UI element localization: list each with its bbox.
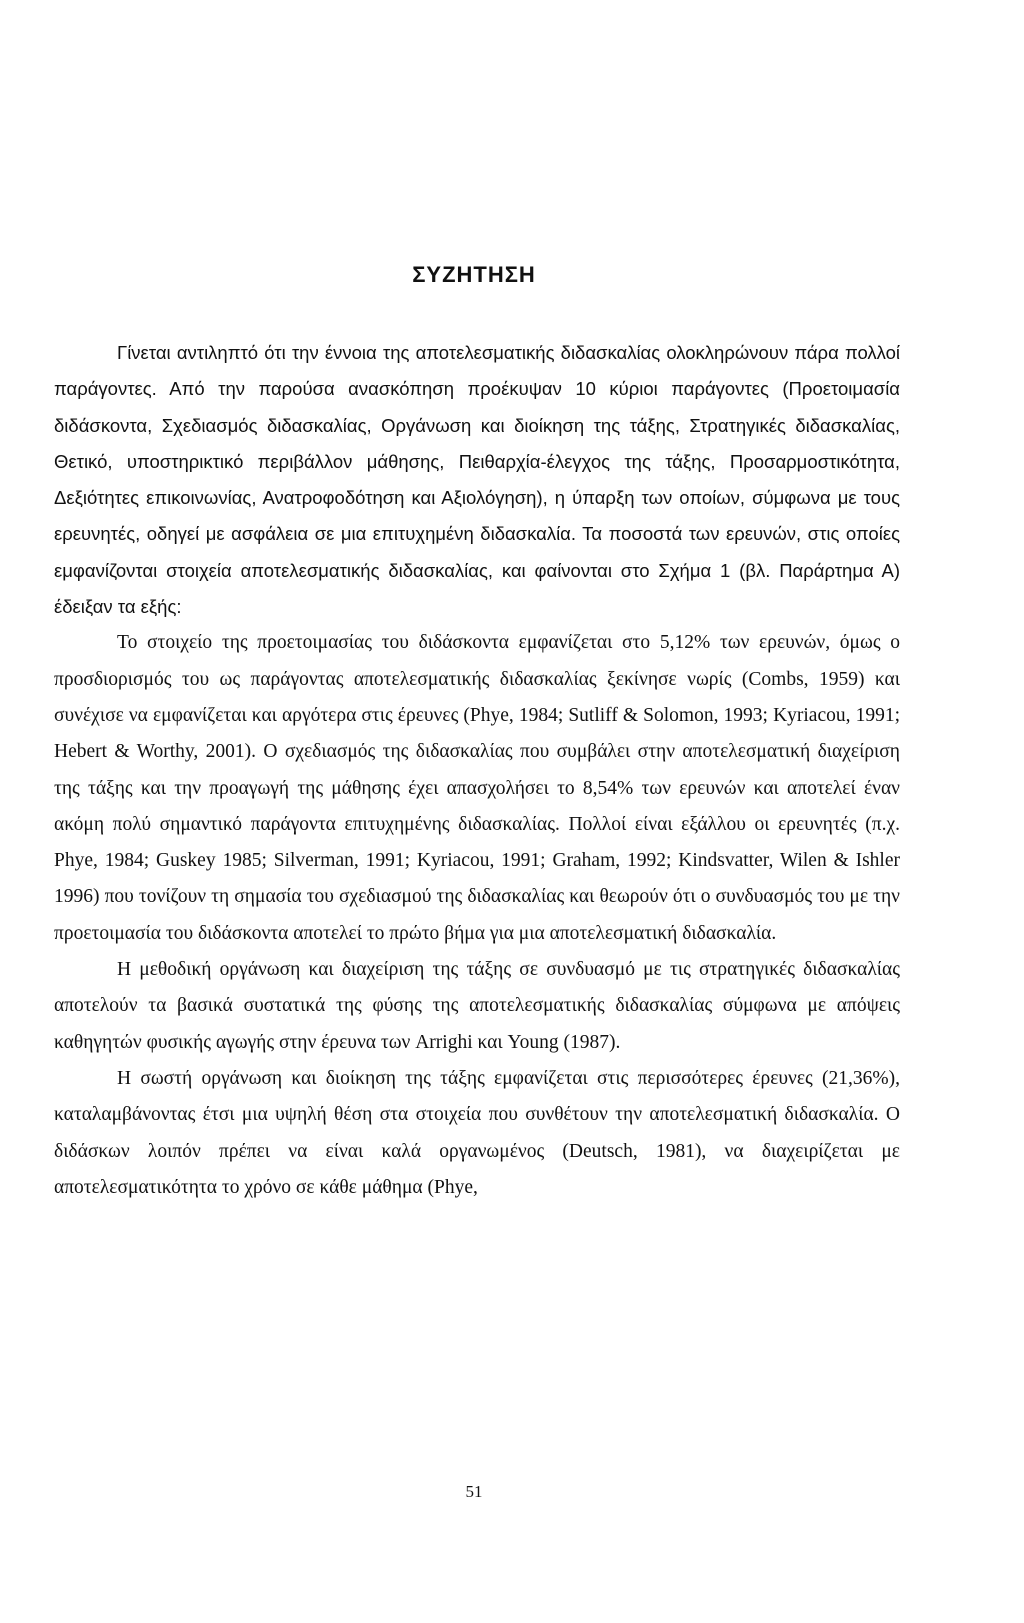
page-number: 51 <box>465 1482 483 1501</box>
paragraph-management: Η σωστή οργάνωση και διοίκηση της τάξης εμφανίζεται στις περισσότερες έρευνες (21,36%), καταλαμβάνοντας έτσι μια υψηλή θέση στα στοιχεία που συνθέτουν την αποτελεσματική διδασκαλία. Ο διδάσκων λοιπόν πρέπει να είναι καλά οργανωμένος (Deutsch, 1981), να διαχειρίζεται με αποτελεσματικότητα το χρόνο σε κάθε μάθημα (Phye, <box>54 1067 900 1198</box>
paragraph-organization: Η μεθοδική οργάνωση και διαχείριση της τάξης σε συνδυασμό με τις στρατηγικές διδασκαλίας αποτελούν τα βασικά συστατικά της φύσης της αποτελεσματικής διδασκαλίας σύμφωνα με απόψεις καθηγητών φυσικής αγωγής στην έρευνα των Arrighi και Young (1987). <box>54 959 900 1053</box>
body-text <box>54 335 900 1206</box>
paragraph-intro: Γίνεται αντιληπτό ότι την έννοια της αποτελεσματικής διδασκαλίας ολοκληρώνουν πάρα πολλοί παράγοντες. Από την παρούσα ανασκόπηση προέκυψαν 10 κύριοι παράγοντες (Προετοιμασία διδάσκοντα, Σχεδιασμός διδασκαλίας, Οργάνωση και διοίκηση της τάξης, Στρατηγικές διδασκαλίας, Θετικό, υποστηρικτικό περιβάλλον μάθησης, Πειθαρχία-έλεγχος της τάξης, Προσαρμοστικότητα, Δεξιότητες επικοινωνίας, Ανατροφοδότηση και Αξιολόγηση), η ύπαρξη των οποίων, σύμφωνα με τους ερευνητές, οδηγεί με ασφάλεια σε μια επιτυχημένη διδασκαλία. Τα ποσοστά των ερευνών, στις οποίες εμφανίζονται στοιχεία αποτελεσματικής διδασκαλίας, και φαίνονται στο Σχήμα 1 (βλ. Παράρτημα Α) έδειξαν τα εξής: <box>54 342 900 618</box>
paragraph-preparation: Το στοιχείο της προετοιμασίας του διδάσκοντα εμφανίζεται στο 5,12% των ερευνών, όμως ο προσδιορισμός του ως παράγοντας αποτελεσματικής διδασκαλίας ξεκίνησε νωρίς (Combs, 1959) και συνέχισε να εμφανίζεται και αργότερα στις έρευνες (Phye, 1984; Sutliff & Solomon, 1993; Kyriacou, 1991; Hebert & Worthy, 2001). Ο σχεδιασμός της διδασκαλίας που συμβάλει στην αποτελεσματική διαχείριση της τάξης και την προαγωγή της μάθησης έχει απασχολήσει το 8,54% των ερευνών και αποτελεί έναν ακόμη πολύ σημαντικό παράγοντα επιτυχημένης διδασκαλίας. Πολλοί είναι εξάλλου οι ερευνητές (π.χ. Phye, 1984; Guskey 1985; Silverman, 1991; Kyriacou, 1991; Graham, 1992; Kindsvatter, Wilen & Ishler 1996) που τονίζουν τη σημασία του σχεδιασμού της διδασκαλίας και θεωρούν ότι ο συνδυασμός του με την προετοιμασία του διδάσκοντα αποτελεί το πρώτο βήμα για μια αποτελεσματική διδασκαλία. <box>54 632 900 944</box>
section-heading: ΣΥΖΗΤΗΣΗ <box>412 262 536 287</box>
